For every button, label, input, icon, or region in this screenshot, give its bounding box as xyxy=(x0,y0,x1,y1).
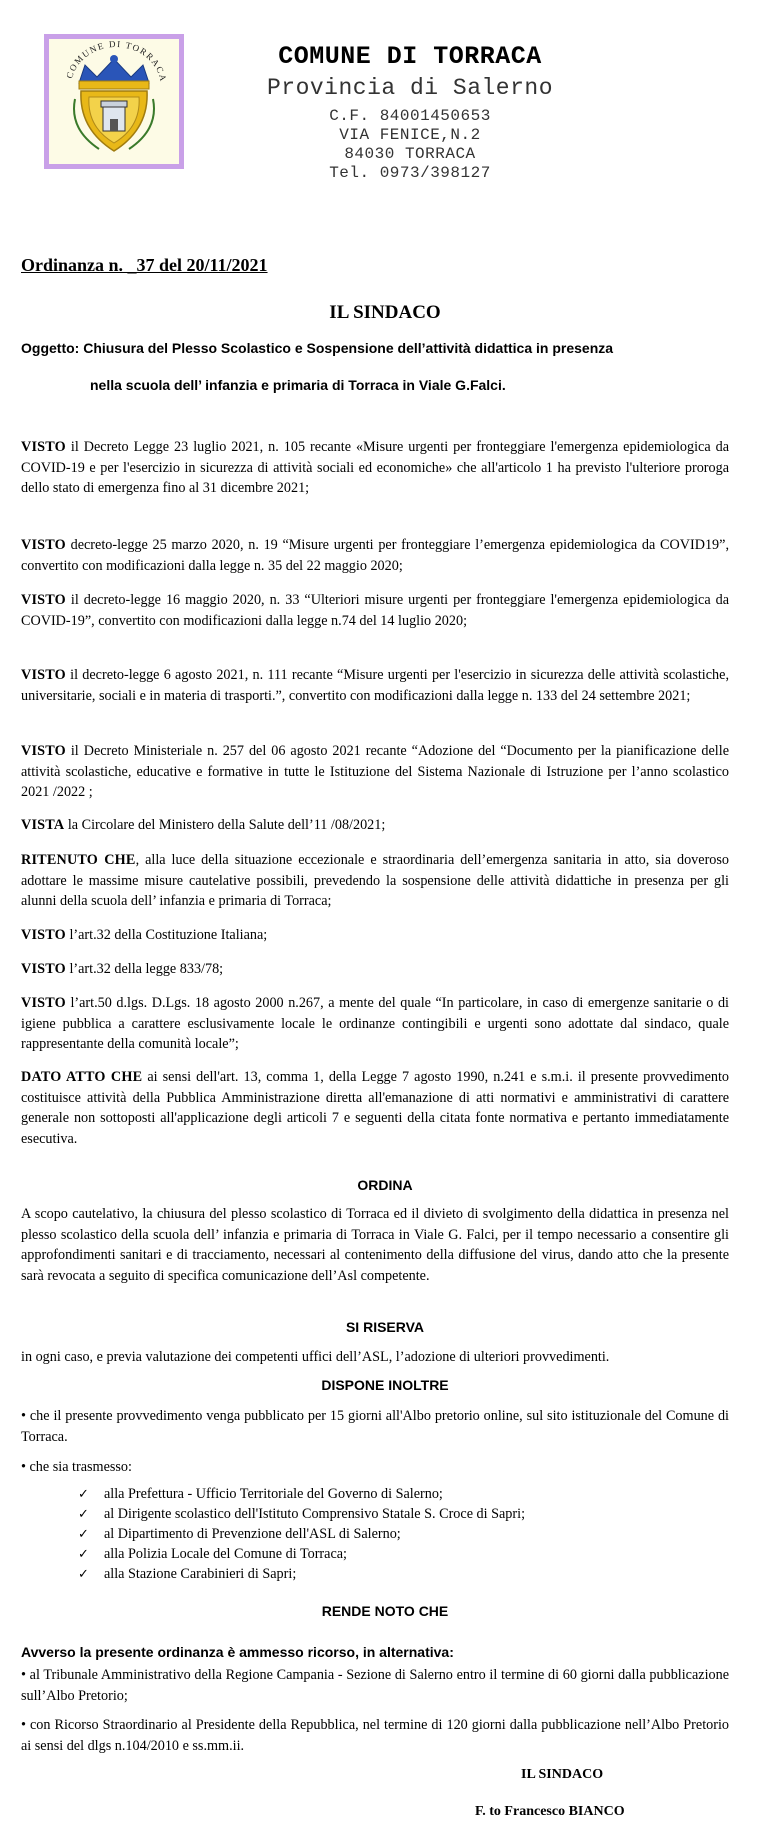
signature-name: F. to Francesco BIANCO xyxy=(475,1804,625,1819)
premise-text: la Circolare del Ministero della Salute dell’11 /08/2021; xyxy=(64,817,386,833)
ordina-heading: ORDINA xyxy=(357,1177,413,1193)
document-heading: IL SINDACO xyxy=(329,302,441,323)
premise-text: l’art.32 della legge 833/78; xyxy=(65,961,224,977)
premise-text: l’art.32 della Costituzione Italiana; xyxy=(65,927,268,943)
premise-lead: RITENUTO CHE xyxy=(21,852,136,868)
ordinance-number: Ordinanza n. _37 del 20/11/2021 xyxy=(21,255,268,275)
premise-paragraph xyxy=(21,959,729,980)
premise-text: il decreto-legge 6 agosto 2021, n. 111 recante “Misure urgenti per l'esercizio in sicurezza delle attività scolastiche, universitarie, sociali e in materia di trasporti.”, convertito con modificazioni dalla legge n. 133 del 24 settembre 2021; xyxy=(21,667,729,704)
premise-paragraph xyxy=(21,815,729,836)
premise-text: decreto-legge 25 marzo 2020, n. 19 “Misure urgenti per fronteggiare l’emergenza epidemiologica da COVID19”, convertito con modificazioni dalla legge n. 35 del 22 maggio 2020; xyxy=(21,537,729,574)
premise-paragraph xyxy=(21,1067,729,1149)
premise-lead: VISTO xyxy=(21,667,66,683)
phone-number: Tel. 0973/398127 xyxy=(329,164,491,182)
premise-lead: VISTO xyxy=(21,961,66,977)
premise-lead: DATO ATTO CHE xyxy=(21,1069,143,1085)
premise-paragraph xyxy=(21,590,729,631)
recipient-label: alla Prefettura - Ufficio Territoriale del Governo di Salerno; xyxy=(104,1486,443,1502)
riserva-text: in ogni caso, e previa valutazione dei competenti uffici dell’ASL, l’adozione di ulteriori provvedimenti. xyxy=(21,1349,610,1365)
svg-text:COMUNE DI TORRACA: COMUNE DI TORRACA xyxy=(64,39,169,84)
premise-lead: VISTO xyxy=(21,439,66,455)
premise-text: l’art.50 d.lgs. D.Lgs. 18 agosto 2000 n.267, a mente del quale “In particolare, in caso di emergenze sanitarie o di igiene pubblica a carattere esclusivamente locale le ordinanze contingibili e urgenti sono adottate dal sindaco, quale rappresentante della comunità locale”; xyxy=(21,995,729,1052)
list-item xyxy=(78,1524,525,1544)
premise-paragraph xyxy=(21,535,729,576)
appeal-option-president: • con Ricorso Straordinario al Presidente della Repubblica, nel termine di 120 giorni dalla pubblicazione nell’Albo Pretorio ai sensi del dlgs n.104/2010 e ss.mm.ii. xyxy=(21,1717,729,1754)
recipients-list xyxy=(78,1484,525,1584)
coat-of-arms-icon xyxy=(49,39,179,164)
checkmark-icon: ✓ xyxy=(78,1506,89,1521)
list-item xyxy=(78,1504,525,1524)
recipient-label: al Dirigente scolastico dell'Istituto Comprensivo Statale S. Croce di Sapri; xyxy=(104,1506,526,1522)
list-item xyxy=(78,1564,525,1584)
premise-paragraph xyxy=(21,850,729,912)
dispone-bullet-transmission: • che sia trasmesso: xyxy=(21,1459,132,1475)
subject-line-1: Oggetto: Chiusura del Plesso Scolastico e Sospensione dell’attività didattica in presenza xyxy=(21,340,614,356)
checkmark-icon: ✓ xyxy=(78,1566,89,1581)
ordina-text: A scopo cautelativo, la chiusura del plesso scolastico di Torraca ed il divieto di svolgimento della didattica in presenza nel plesso scolastico della scuola dell’ infanzia e primaria di Torraca in Viale G. Falci, per il tempo necessario a consentire gli approfondimenti sanitari e di tracciamento, necessari al contenimento della diffusione del virus, dando atto che la presente sarà revocata a seguito di specifica comunicazione dell’Asl competente. xyxy=(21,1206,729,1284)
rende-noto-heading: RENDE NOTO CHE xyxy=(321,1603,449,1619)
subject-line-2: nella scuola dell’ infanzia e primaria di Torraca in Viale G.Falci. xyxy=(90,377,506,393)
premise-lead: VISTO xyxy=(21,927,66,943)
premise-lead: VISTO xyxy=(21,537,66,553)
premise-lead: VISTO xyxy=(21,743,66,759)
checkmark-icon: ✓ xyxy=(78,1546,89,1561)
dispone-heading: DISPONE INOLTRE xyxy=(321,1377,449,1393)
dispone-bullet-publication: • che il presente provvedimento venga pubblicato per 15 giorni all'Albo pretorio online, sul sito istituzionale del Comune di Torraca. xyxy=(21,1408,729,1445)
premise-lead: VISTO xyxy=(21,592,66,608)
appeal-intro: Avverso la presente ordinanza è ammesso ricorso, in alternativa: xyxy=(21,1644,454,1660)
list-item xyxy=(78,1544,525,1564)
premise-paragraph xyxy=(21,437,729,499)
address-street: VIA FENICE,N.2 xyxy=(339,126,481,144)
list-item xyxy=(78,1484,525,1504)
checkmark-icon: ✓ xyxy=(78,1486,89,1501)
address-city: 84030 TORRACA xyxy=(344,145,476,163)
riserva-heading: SI RISERVA xyxy=(345,1319,425,1335)
tax-code: C.F. 84001450653 xyxy=(329,107,491,125)
appeal-option-tar: • al Tribunale Amministrativo della Regione Campania - Sezione di Salerno entro il termine di 60 giorni dalla pubblicazione sull’Albo Pretorio; xyxy=(21,1667,729,1704)
premise-paragraph xyxy=(21,925,729,946)
premise-text: ai sensi dell'art. 13, comma 1, della Legge 7 agosto 1990, n.241 e s.m.i. il presente provvedimento costituisce attività della Pubblica Amministrazione diretta all'emanazione di atti normativi e amministrativi di carattere generale non sottoposti all'applicazione degli articoli 7 e seguenti della citata fonte normativa e pertanto immediatamente esecutiva. xyxy=(21,1069,729,1147)
premise-text: , alla luce della situazione eccezionale e straordinaria dell’emergenza sanitaria in atto, sia doveroso adottare le massime misure cautelative possibili, prevedendo la sospensione delle attività didattiche in presenza per gli alunni della scuola dell’ infanzia e primaria di Torraca; xyxy=(21,852,730,909)
premise-text: il Decreto Ministeriale n. 257 del 06 agosto 2021 recante “Adozione del “Documento per la pianificazione delle attività scolastiche, educative e formative in tutte le Istituzione del Sistema Nazionale di Istruzione per l’anno scolastico 2021 /2022 ; xyxy=(21,743,729,800)
premise-paragraph xyxy=(21,741,729,803)
premise-text: il Decreto Legge 23 luglio 2021, n. 105 recante «Misure urgenti per fronteggiare l'emergenza epidemiologica da COVID-19 e per l'esercizio in sicurezza di attività sociali ed economiche» che all'articolo 1 ha previsto l'ulteriore proroga dello stato di emergenza fino al 31 dicembre 2021; xyxy=(21,439,729,496)
recipient-label: alla Stazione Carabinieri di Sapri; xyxy=(104,1566,297,1582)
premise-lead: VISTO xyxy=(21,995,66,1011)
premise-paragraph xyxy=(21,665,729,706)
municipality-title: COMUNE DI TORRACA xyxy=(278,42,542,71)
premise-text: il decreto-legge 16 maggio 2020, n. 33 “Ulteriori misure urgenti per fronteggiare l'emergenza epidemiologica da COVID-19”, convertito con modificazioni dalla legge n.74 del 14 luglio 2020; xyxy=(21,592,729,629)
province-name: Provincia di Salerno xyxy=(266,75,554,101)
signature-title: IL SINDACO xyxy=(521,1767,604,1782)
premise-paragraph xyxy=(21,993,729,1055)
checkmark-icon: ✓ xyxy=(78,1526,89,1541)
premise-lead: VISTA xyxy=(21,817,65,833)
coat-of-arms-logo xyxy=(44,34,184,169)
recipient-label: alla Polizia Locale del Comune di Torraca; xyxy=(104,1546,347,1562)
recipient-label: al Dipartimento di Prevenzione dell'ASL di Salerno; xyxy=(104,1526,401,1542)
